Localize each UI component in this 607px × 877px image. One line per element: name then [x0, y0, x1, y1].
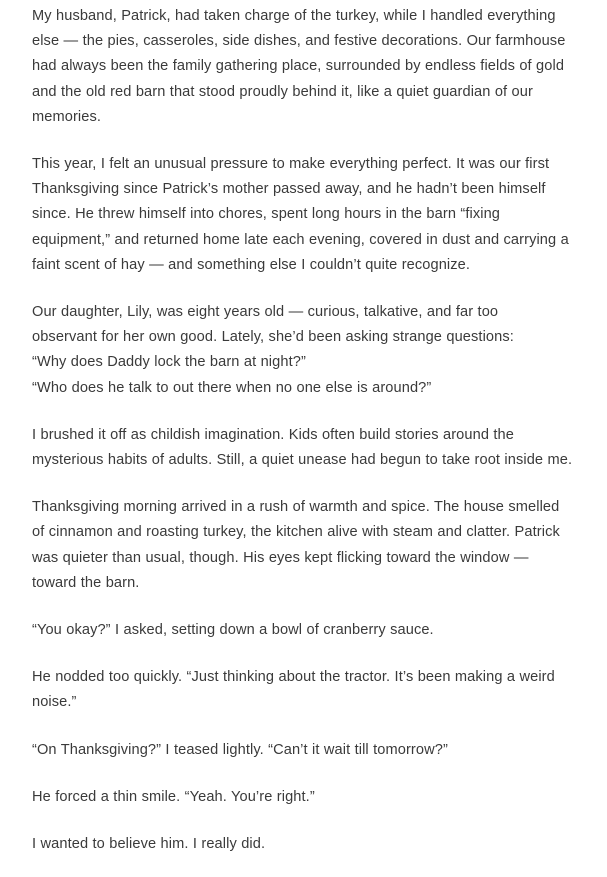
paragraph-6: “You okay?” I asked, setting down a bowl of cranberry sauce. [32, 622, 434, 639]
paragraph-9: He forced a thin smile. “Yeah. You’re right.” [32, 788, 315, 805]
paragraph-3-line-1: Our daughter, Lily, was eight years old — curious, talkative, and far too [32, 304, 499, 321]
paragraph-2: This year, I felt an unusual pressure to make everything perfect. It was our first Thanksgiving since Patrick’s mother passed away, and he hadn’t been himself since. He threw himself into chores, spent long hours in the barn “fixing equipment,” and returned home late each evening, covered in dust and carrying a faint scent of hay — and something else I couldn’t quite recognize. [32, 156, 569, 273]
paragraph-3-dialogue-questions [32, 300, 573, 401]
paragraph-8: “On Thanksgiving?” I teased lightly. “Can’t it wait till tomorrow?” [32, 741, 448, 758]
paragraph-3-line-4: “Who does he talk to out there when no one else is around?” [32, 379, 432, 396]
paragraph-5: Thanksgiving morning arrived in a rush of warmth and spice. The house smelled of cinnamon and roasting turkey, the kitchen alive with steam and clatter. Patrick was quieter than usual, though. His eyes kept flicking toward the window — toward the barn. [32, 499, 560, 591]
paragraph-10: I wanted to believe him. I really did. [32, 836, 266, 853]
paragraph-7: He nodded too quickly. “Just thinking about the tractor. It’s been making a weird noise.” [32, 669, 555, 711]
paragraph-3-line-2: observant for her own good. Lately, she’d been asking strange questions: [32, 329, 514, 346]
paragraph-1: My husband, Patrick, had taken charge of the turkey, while I handled everything else — the pies, casseroles, side dishes, and festive decorations. Our farmhouse had always been the family gathering place, surrounded by endless fields of gold and the old red barn that stood proudly behind it, like a quiet guardian of our memories. [32, 8, 566, 125]
paragraph-4: I brushed it off as childish imagination. Kids often build stories around the mysterious habits of adults. Still, a quiet unease had begun to take root inside me. [32, 426, 573, 469]
paragraph-3-line-3: “Why does Daddy lock the barn at night?” [32, 354, 306, 371]
